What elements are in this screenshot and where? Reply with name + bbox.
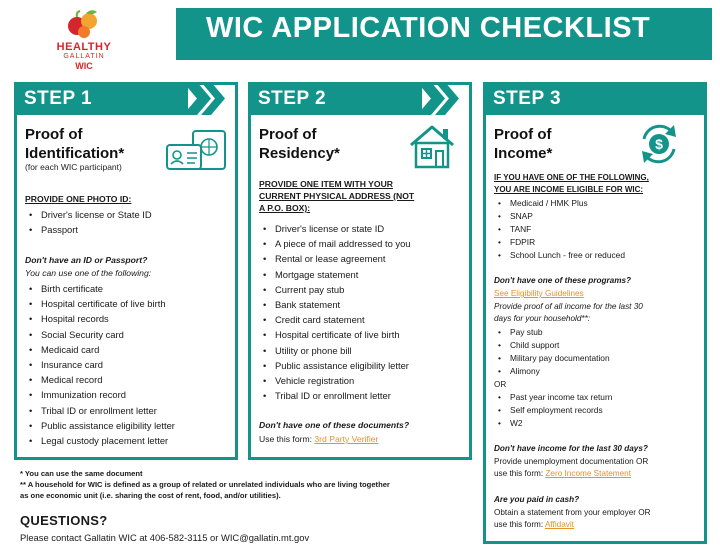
residency-list [261,221,411,403]
photo-id-heading: PROVIDE ONE PHOTO ID: [25,194,132,204]
list-item: • Hospital certificate of live birth [27,296,175,311]
id-passport-icon [165,129,229,173]
list-item: • W2 [496,417,612,430]
list-item: • Medicaid card [27,342,175,357]
step-1-title [25,125,124,163]
list-item: • Hospital certificate of live birth [261,327,411,342]
step-3-title-line-2: Income* [494,145,553,162]
list-item: • School Lunch - free or reduced [496,249,625,262]
svg-text:$: $ [655,136,663,152]
affidavit-link[interactable]: Affidavit [544,520,574,529]
eligibility-guidelines-link[interactable]: See Eligibility Guidelines [494,289,584,298]
step-1-card [14,82,238,460]
contact-info: Please contact Gallatin WIC at 406-582-3115 or WIC@gallatin.mt.gov [20,532,310,543]
list-item: • Bank statement [261,297,411,312]
list-item: • Military pay documentation [496,352,610,365]
step-1-title-line-1: Proof of [25,126,83,143]
list-item: • SNAP [496,210,625,223]
list-item: • TANF [496,223,625,236]
list-item: • Driver's license or State ID [27,207,152,222]
programs-list [496,197,625,262]
list-item: • Past year income tax return [496,391,612,404]
third-party-verifier-link[interactable]: 3rd Party Verifier [314,434,379,444]
list-item: • Vehicle registration [261,373,411,388]
step-1-subtitle: (for each WIC participant) [25,162,122,172]
list-item: • FDPIR [496,236,625,249]
list-item: • Public assistance eligibility letter [261,358,411,373]
list-item: • Medicaid / HMK Plus [496,197,625,210]
step-3-card [483,82,707,544]
list-item: • Rental or lease agreement [261,251,411,266]
step-2-header [248,82,422,115]
use-form-text: use this form: [494,520,545,529]
list-item: • Medical record [27,372,175,387]
logo-line-1: HEALTHY [56,41,112,53]
step-3-title [494,125,552,163]
list-item: • Public assistance eligibility letter [27,418,175,433]
step-2-card [248,82,472,460]
residency-heading-line-3: A P.O. BOX): [259,203,311,213]
income-proof-line-1: Provide proof of all income for the last 30 [494,302,643,311]
banner-stripe [706,8,712,60]
step-2-title-line-1: Proof of [259,126,317,143]
or-separator: OR [494,380,507,389]
income-eligible-heading [494,172,649,196]
step-1-label: STEP 1 [24,88,93,109]
list-item: • Tribal ID or enrollment letter [27,403,175,418]
step-2-label: STEP 2 [258,88,327,109]
healthy-gallatin-wic-logo [6,4,156,74]
no-docs-question: Don't have one of these documents? [259,420,410,430]
step-3-title-line-1: Proof of [494,126,552,143]
step-3-header [483,82,701,115]
no-income-text [494,456,648,480]
residency-heading-line-1: PROVIDE ONE ITEM WITH YOUR [259,179,394,189]
list-item: • Current pay stub [261,282,411,297]
list-item: • Immunization record [27,387,175,402]
cash-question: Are you paid in cash? [494,495,580,504]
other-docs-list [496,391,612,430]
cash-line-1: Obtain a statement from your employer OR [494,508,651,517]
fruit-logo-icon [64,8,104,40]
income-proof-text [494,301,643,325]
list-item: • Birth certificate [27,281,175,296]
no-income-line-1: Provide unemployment documentation OR [494,457,649,466]
list-item: • Alimony [496,365,610,378]
list-item: • Pay stub [496,326,610,339]
list-item: • A piece of mail addressed to you [261,236,411,251]
chevron-arrows-icon [417,82,461,115]
step-2-title-line-2: Residency* [259,145,340,162]
dollar-cycle-icon [636,121,682,167]
list-item: • Utility or phone bill [261,343,411,358]
no-programs-question: Don't have one of these programs? [494,276,632,285]
no-income-question: Don't have income for the last 30 days? [494,444,648,453]
list-item: • Child support [496,339,610,352]
list-item: • Tribal ID or enrollment letter [261,388,411,403]
step-1-title-line-2: Identification* [25,145,125,162]
logo-line-3: WIC [75,61,93,71]
residency-heading [259,178,414,214]
list-item: • Hospital records [27,311,175,326]
footnotes [20,468,475,501]
no-income-line-2 [494,468,648,480]
page-title: WIC APPLICATION CHECKLIST [206,12,651,44]
residency-heading-line-2: CURRENT PHYSICAL ADDRESS (NOT [259,191,415,201]
questions-heading: QUESTIONS? [20,513,108,528]
footnote-1: * You can use the same document [20,469,143,478]
no-id-hint: You can use one of the following: [25,268,152,278]
step-3-label: STEP 3 [493,88,562,109]
income-eligible-line-1: IF YOU HAVE ONE OF THE FOLLOWING, [494,173,649,182]
chevron-arrows-icon [183,82,227,115]
income-docs-list [496,326,610,378]
cash-text [494,507,651,531]
house-icon [407,123,457,169]
third-party-form-line [259,433,378,445]
step-2-title [259,125,340,163]
footnote-2-line-1: ** A household for WIC is defined as a group of related or unrelated individuals who are living together [20,480,390,489]
photo-id-list [27,207,152,237]
list-item: • Insurance card [27,357,175,372]
alternative-id-list [27,281,175,448]
list-item: • Driver's license or state ID [261,221,411,236]
list-item: • Mortgage statement [261,267,411,282]
list-item: • Passport [27,222,152,237]
list-item: • Credit card statement [261,312,411,327]
cash-line-2 [494,519,651,531]
use-form-text: use this form: [494,469,546,478]
no-id-question: Don't have an ID or Passport? [25,255,148,265]
step-3-header-stripe [670,82,710,115]
income-eligible-line-2: YOU ARE INCOME ELIGIBLE FOR WIC: [494,185,644,194]
step-1-header [14,82,188,115]
zero-income-statement-link[interactable]: Zero Income Statement [545,469,631,478]
footnote-2-line-2: as one economic unit (i.e. sharing the cost of rent, food, and/or utilities). [20,491,281,500]
logo-line-2: GALLATIN [63,53,105,60]
income-proof-line-2: days for your household**: [494,314,591,323]
use-form-text: Use this form: [259,434,315,444]
list-item: • Social Security card [27,327,175,342]
list-item: • Legal custody placement letter [27,433,175,448]
list-item: • Self employment records [496,404,612,417]
